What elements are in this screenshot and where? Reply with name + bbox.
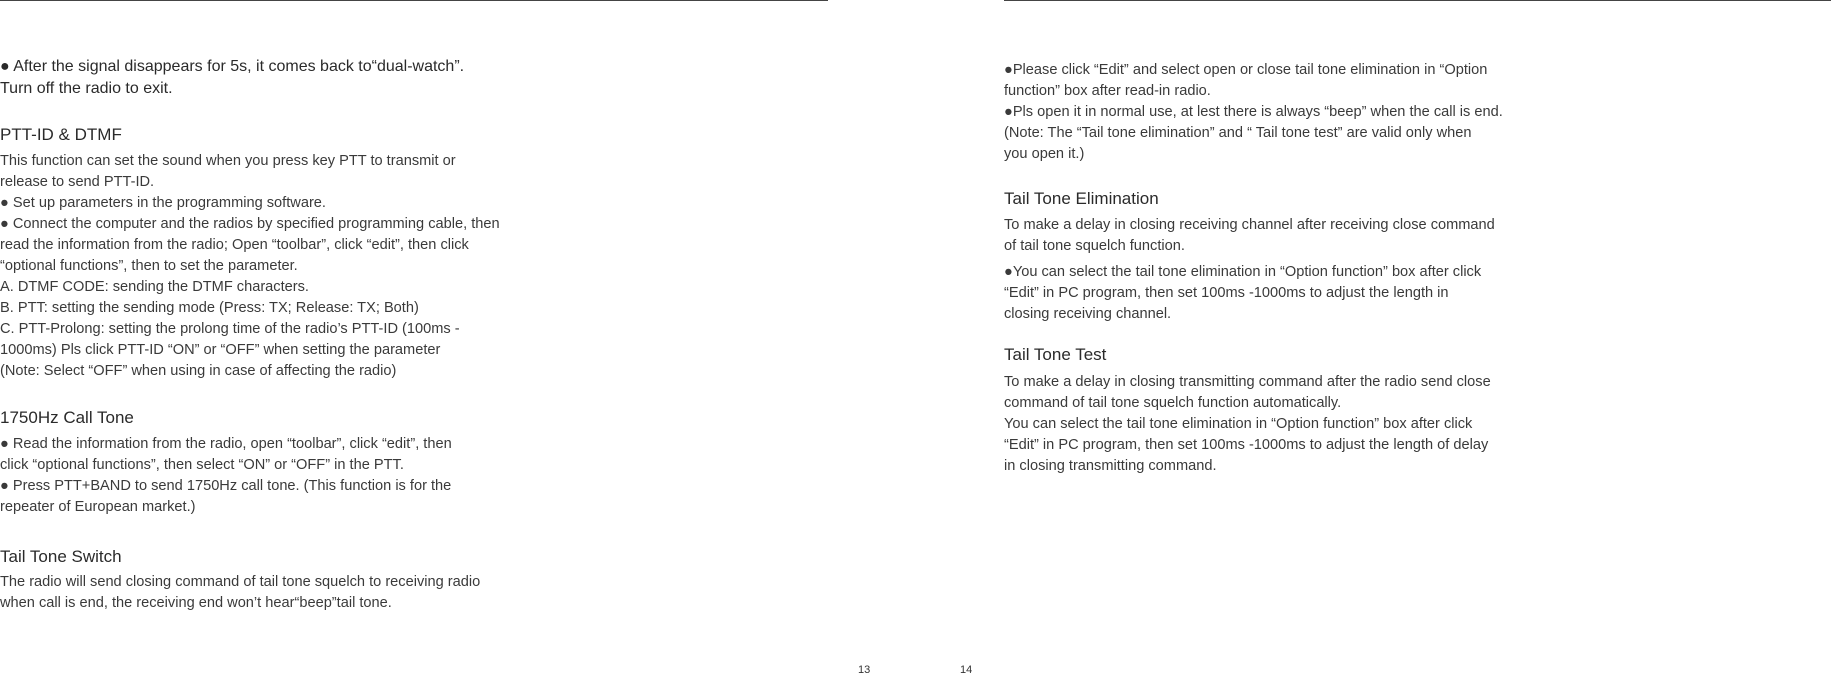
text-line: “Edit” in PC program, then set 100ms -1000ms to adjust the length in — [1004, 285, 1449, 301]
text-line: function” box after read-in radio. — [1004, 83, 1211, 99]
intro-paragraph — [1004, 60, 1564, 165]
text-line: of tail tone squelch function. — [1004, 238, 1185, 254]
section-tail-tone-test-body — [1004, 372, 1564, 477]
section-tail-tone-elimination-body — [1004, 215, 1564, 257]
text-line: The radio will send closing command of tail tone squelch to receiving radio — [0, 574, 481, 590]
text-line: click “optional functions”, then select “ON” or “OFF” in the PTT. — [0, 457, 404, 473]
section-tail-tone-elimination-note — [1004, 262, 1564, 325]
text-line: in closing transmitting command. — [1004, 458, 1217, 474]
section-ptt-id-dtmf-body — [0, 151, 560, 382]
text-line: To make a delay in closing transmitting command after the radio send close — [1004, 374, 1491, 390]
text-line: To make a delay in closing receiving channel after receiving close command — [1004, 217, 1495, 233]
text-line: C. PTT-Prolong: setting the prolong time of the radio’s PTT-ID (100ms - — [0, 321, 460, 337]
text-line: This function can set the sound when you press key PTT to transmit or — [0, 153, 456, 169]
section-ptt-id-dtmf — [0, 124, 560, 146]
text-line: “Edit” in PC program, then set 100ms -1000ms to adjust the length of delay — [1004, 437, 1489, 453]
text-line: ● After the signal disappears for 5s, it comes back to“dual-watch”. — [0, 58, 465, 75]
text-line: ●You can select the tail tone elimination in “Option function” box after click — [1004, 264, 1482, 280]
text-line: A. DTMF CODE: sending the DTMF characters. — [0, 279, 309, 295]
text-line: repeater of European market.) — [0, 499, 196, 515]
section-tail-tone-switch-body — [0, 572, 560, 614]
section-heading: Tail Tone Switch — [0, 547, 122, 566]
section-heading: Tail Tone Elimination — [1004, 189, 1159, 208]
page-number-13: 13 — [858, 664, 871, 676]
text-line: ●Pls open it in normal use, at lest there is always “beep” when the call is end. — [1004, 104, 1503, 120]
text-line: (Note: Select “OFF” when using in case of affecting the radio) — [0, 363, 397, 379]
text-line: Turn off the radio to exit. — [0, 80, 173, 97]
text-line: You can select the tail tone elimination in “Option function” box after click — [1004, 416, 1473, 432]
text-line: (Note: The “Tail tone elimination” and “ Tail tone test” are valid only when — [1004, 125, 1472, 141]
page-number-14: 14 — [960, 664, 973, 676]
text-line: ● Set up parameters in the programming software. — [0, 195, 326, 211]
text-line: B. PTT: setting the sending mode (Press: TX; Release: TX; Both) — [0, 300, 419, 316]
text-line: you open it.) — [1004, 146, 1085, 162]
section-tail-tone-elimination — [1004, 188, 1564, 210]
section-1750hz-call-tone-body — [0, 434, 560, 518]
section-heading: Tail Tone Test — [1004, 345, 1107, 364]
text-line: read the information from the radio; Open “toolbar”, click “edit”, then click — [0, 237, 469, 253]
intro-paragraph — [0, 56, 560, 100]
text-line: release to send PTT-ID. — [0, 174, 155, 190]
section-1750hz-call-tone — [0, 407, 560, 429]
text-line: command of tail tone squelch function automatically. — [1004, 395, 1342, 411]
text-line: closing receiving channel. — [1004, 306, 1172, 322]
section-tail-tone-switch — [0, 546, 560, 568]
section-tail-tone-test — [1004, 344, 1564, 366]
section-heading: PTT-ID & DTMF — [0, 125, 122, 144]
text-line: “optional functions”, then to set the parameter. — [0, 258, 298, 274]
text-line: ● Connect the computer and the radios by specified programming cable, then — [0, 216, 500, 232]
text-line: ● Read the information from the radio, open “toolbar”, click “edit”, then — [0, 436, 452, 452]
text-line: when call is end, the receiving end won’t hear“beep”tail tone. — [0, 595, 392, 611]
section-heading: 1750Hz Call Tone — [0, 408, 134, 427]
page-13 — [0, 0, 560, 676]
text-line: 1000ms) Pls click PTT-ID “ON” or “OFF” when setting the parameter — [0, 342, 441, 358]
page-14 — [1004, 0, 1564, 676]
text-line: ● Press PTT+BAND to send 1750Hz call tone. (This function is for the — [0, 478, 452, 494]
text-line: ●Please click “Edit” and select open or close tail tone elimination in “Option — [1004, 62, 1488, 78]
